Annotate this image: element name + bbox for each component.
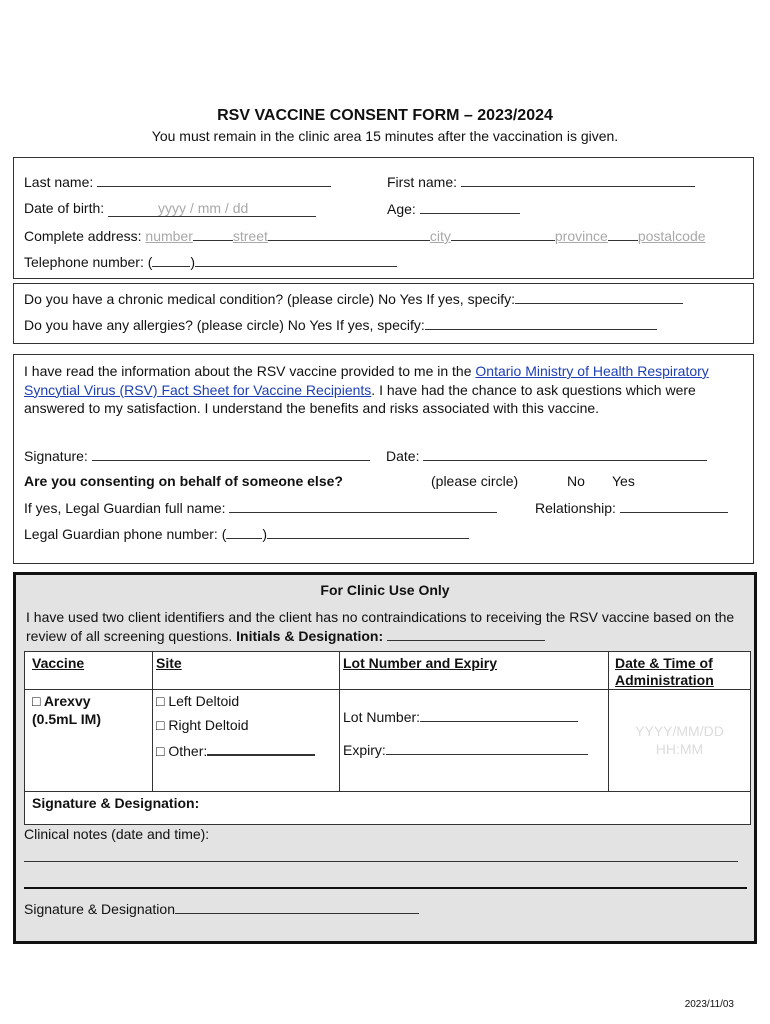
age-field[interactable] [387, 200, 520, 217]
address-gap-3 [451, 227, 555, 241]
vaccine-header-cell [25, 652, 153, 690]
lot-header: Lot Number and Expiry [343, 655, 498, 671]
dob-label: Date of birth: [24, 200, 105, 216]
address-label: Complete address: [24, 228, 142, 244]
signature-designation-cell[interactable] [25, 792, 751, 825]
relationship-field[interactable] [535, 499, 728, 516]
lot-number-line [420, 708, 578, 722]
form-subtitle: You must remain in the clinic area 15 minutes after the vaccination is given. [151, 128, 619, 144]
signature-line [92, 447, 370, 461]
consent-text-start: I have read the information about the RSV vaccine provided to me in the [24, 363, 476, 379]
allergy-specify-line [425, 316, 657, 330]
vaccine-arexvy-checkbox[interactable]: □ Arexvy [32, 693, 91, 709]
address-postalcode-placeholder[interactable]: postalcode [637, 228, 706, 244]
relationship-label: Relationship: [535, 500, 616, 516]
telephone-paren: ) [190, 254, 196, 270]
address-street-placeholder[interactable]: street [232, 228, 268, 244]
guardian-phone-field[interactable] [24, 525, 469, 542]
last-name-line [97, 173, 331, 187]
datetime-header: Date & Time of Administration [615, 655, 714, 688]
age-line [420, 200, 520, 214]
guardian-phone-label: Legal Guardian phone number: ( [24, 526, 227, 542]
guardian-name-field[interactable] [24, 499, 497, 516]
chronic-condition-text: Do you have a chronic medical condition? (please circle) No Yes If yes, specify: [24, 291, 516, 307]
allergy-question[interactable] [24, 316, 657, 333]
area-code-line [152, 253, 190, 267]
fact-sheet-link[interactable]: Ontario Ministry of Health Respiratory Syncytial Virus (RSV) Fact Sheet for Vaccine Recipients [24, 363, 709, 398]
consent-paragraph [24, 362, 740, 418]
guardian-name-label: If yes, Legal Guardian full name: [24, 500, 226, 516]
address-field[interactable] [24, 227, 706, 244]
datetime-cell[interactable] [609, 690, 751, 792]
first-name-field[interactable] [387, 173, 695, 190]
address-city-placeholder[interactable]: city [429, 228, 451, 244]
site-other-field[interactable] [153, 733, 339, 759]
initials-label: Initials & Designation: [236, 627, 384, 644]
last-name-label: Last name: [24, 174, 94, 190]
site-other-line [207, 741, 315, 756]
behalf-question: Are you consenting on behalf of someone else? [24, 473, 343, 489]
address-number-placeholder[interactable]: number [145, 228, 193, 244]
site-left-deltoid-checkbox[interactable]: □ Left Deltoid [156, 693, 240, 709]
chronic-specify-line [515, 290, 683, 304]
bottom-signature-line [175, 900, 419, 914]
site-cell [153, 690, 340, 792]
footer-date: 2023/11/03 [684, 999, 734, 1010]
site-right-deltoid-checkbox[interactable]: □ Right Deltoid [156, 717, 249, 733]
initials-line[interactable] [387, 627, 545, 641]
chronic-condition-question[interactable] [24, 290, 683, 307]
site-header-cell [153, 652, 340, 690]
vaccine-table [24, 651, 751, 825]
clinic-section-title: For Clinic Use Only [320, 582, 450, 598]
lot-cell [340, 690, 609, 792]
site-header: Site [156, 655, 182, 671]
vaccine-dose [25, 709, 152, 727]
clinical-notes-line-1[interactable] [24, 848, 738, 862]
expiry-field[interactable] [340, 725, 608, 758]
vaccine-cell [25, 690, 153, 792]
telephone-line [195, 253, 397, 267]
expiry-label: Expiry: [343, 742, 386, 758]
table-row [25, 690, 751, 792]
address-gap-4 [608, 227, 638, 241]
please-circle-label: (please circle) [431, 473, 519, 489]
address-province-placeholder[interactable]: province [554, 228, 608, 244]
guardian-name-line [229, 499, 497, 513]
clinic-paragraph-text: I have used two client identifiers and the client has no contraindications to receiving the RSV vaccine based on the review of all screening questions. [26, 609, 735, 644]
lot-number-label: Lot Number: [343, 709, 421, 725]
signature-field[interactable] [24, 447, 370, 464]
vaccine-header: Vaccine [32, 655, 85, 671]
dob-placeholder: yyyy / mm / dd [158, 200, 249, 216]
dob-input[interactable] [108, 200, 316, 217]
datetime-header-cell [609, 652, 751, 690]
relationship-line [620, 499, 728, 513]
signature-designation-label: Signature & Designation: [32, 795, 200, 811]
date-label: Date: [386, 448, 420, 464]
vaccine-dose-text: (0.5mL IM) [32, 711, 101, 727]
clinic-paragraph [26, 608, 752, 645]
clinical-notes-label: Clinical notes (date and time): [24, 826, 210, 842]
site-other-label: □ Other: [156, 743, 208, 759]
allergy-text: Do you have any allergies? (please circle) No Yes If yes, specify: [24, 317, 425, 333]
bottom-signature-field[interactable] [24, 900, 419, 917]
clinical-notes-line-2[interactable] [24, 887, 747, 889]
signature-label: Signature: [24, 448, 88, 464]
behalf-yes-option[interactable]: Yes [612, 473, 635, 489]
last-name-field[interactable] [24, 173, 331, 190]
expiry-line [386, 741, 588, 755]
address-gap-1 [193, 227, 233, 241]
address-gap-2 [268, 227, 430, 241]
dob-field[interactable] [24, 200, 316, 217]
telephone-field[interactable] [24, 253, 397, 270]
behalf-no-option[interactable]: No [567, 473, 585, 489]
telephone-label: Telephone number: ( [24, 254, 153, 270]
form-title: RSV VACCINE CONSENT FORM – 2023/2024 [217, 107, 553, 124]
lot-number-field[interactable] [340, 690, 608, 725]
lot-header-cell [340, 652, 609, 690]
first-name-label: First name: [387, 174, 458, 190]
guardian-phone-line [267, 525, 469, 539]
bottom-signature-label: Signature & Designation [24, 901, 175, 917]
guardian-area-code-line [226, 525, 262, 539]
signature-designation-row [25, 792, 751, 825]
guardian-phone-paren: ) [262, 526, 268, 542]
date-line [423, 447, 707, 461]
consent-text-end: . I have had the chance to ask questions which were answered to my satisfaction. I understand the benefits and risks associated with this vaccine. [24, 381, 696, 416]
table-header-row [25, 652, 751, 690]
date-field[interactable] [386, 447, 707, 464]
age-label: Age: [387, 201, 416, 217]
datetime-placeholder: YYYY/MM/DD HH:MM [635, 723, 724, 757]
first-name-line [461, 173, 695, 187]
